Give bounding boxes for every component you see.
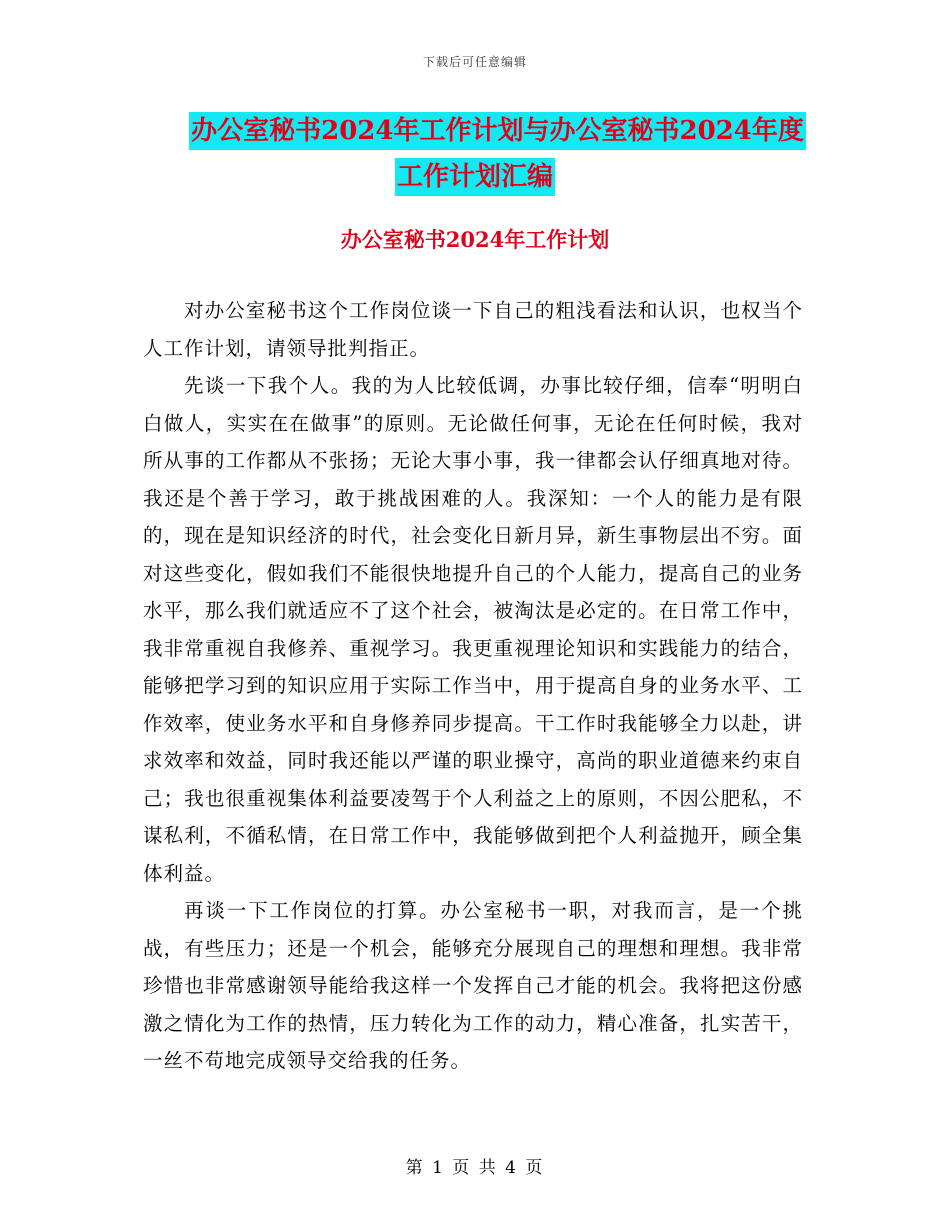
paragraph: 先谈一下我个人。我的为人比较低调，办事比较仔细，信奉“明明白白做人，实实在在做事”的原则。无论做任何事，无论在任何时候，我对所从事的工作都从不张扬；无论大事小事，我一律都会认仔细真地对待。我还是个善于学习，敢于挑战困难的人。我深知：一个人的能力是有限的，现在是知识经济的时代，社会变化日新月异，新生事物层出不穷。面对这些变化，假如我们不能很快地提升自己的个人能力，提高自己的业务水平，那么我们就适应不了这个社会，被淘汰是必定的。在日常工作中，我非常重视自我修养、重视学习。我更重视理论知识和实践能力的结合，能够把学习到的知识应用于实际工作当中，用于提高自身的业务水平、工作效率，使业务水平和自身修养同步提高。干工作时我能够全力以赴，讲求效率和效益，同时我还能以严谨的职业操守，高尚的职业道德来约束自己；我也很重视集体利益要凌驾于个人利益之上的原则，不因公肥私，不谋私利，不循私情，在日常工作中，我能够做到把个人利益抛开，顾全集体利益。 [143, 374, 803, 885]
page-header-note: 下载后可任意编辑 [422, 55, 527, 69]
document-body [143, 292, 803, 1080]
document-title-line-2: 工作计划汇编 [395, 158, 555, 196]
paragraph: 再谈一下工作岗位的打算。办公室秘书一职，对我而言，是一个挑战，有些压力；还是一个机会，能够充分展现自己的理想和理想。我非常珍惜也非常感谢领导能给我这样一个发挥自己才能的机会。我将把这份感激之情化为工作的热情，压力转化为工作的动力，精心准备，扎实苦干，一丝不苟地完成领导交给我的任务。 [143, 899, 803, 1072]
section-title: 办公室秘书2024年工作计划 [340, 227, 610, 252]
paragraph: 对办公室秘书这个工作岗位谈一下自己的粗浅看法和认识，也权当个人工作计划，请领导批判指正。 [143, 299, 803, 360]
document-title [0, 108, 950, 200]
document-title-line-1: 办公室秘书2024年工作计划与办公室秘书2024年度 [189, 112, 806, 150]
page-footer: 第 1 页 共 4 页 [405, 1158, 545, 1178]
